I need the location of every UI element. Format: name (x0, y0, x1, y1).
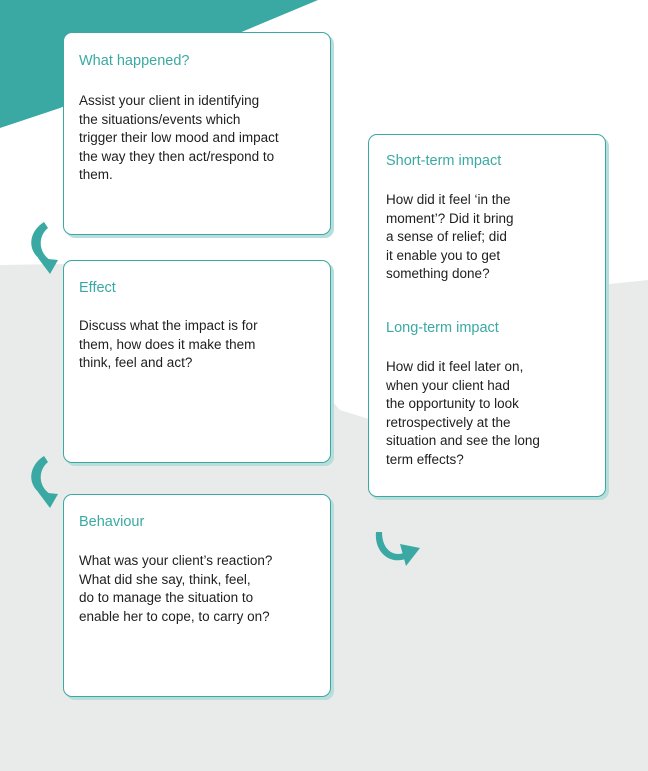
card-title: What happened? (79, 53, 190, 69)
short-term-title: Short-term impact (386, 153, 502, 169)
card-title: Effect (79, 280, 116, 296)
curved-arrow-icon (24, 452, 66, 510)
curved-arrow-icon (372, 526, 422, 570)
card-body: Discuss what the impact is for them, how does it make them think, feel and act? (79, 318, 258, 371)
long-term-title: Long-term impact (386, 320, 499, 336)
long-term-body: How did it feel later on, when your client had the opportunity to look retrospectively at the situation and see the long term effects? (386, 359, 540, 467)
short-term-body: How did it feel ‘in the moment’? Did it bring a sense of relief; did it enable you to get something done? (386, 192, 514, 282)
card-body: Assist your client in identifying the situations/events which trigger their low mood and impact the way they then act/respond to them. (79, 93, 279, 183)
card-effect (63, 260, 331, 463)
curved-arrow-icon (24, 218, 66, 276)
card-impact (368, 134, 606, 497)
background-grey-band-right (600, 280, 648, 505)
card-behaviour (63, 494, 331, 697)
card-title: Behaviour (79, 514, 145, 530)
card-what-happened (63, 32, 331, 235)
card-body: What was your client’s reaction? What did she say, think, feel, do to manage the situation to enable her to cope, to carry on? (79, 553, 273, 624)
